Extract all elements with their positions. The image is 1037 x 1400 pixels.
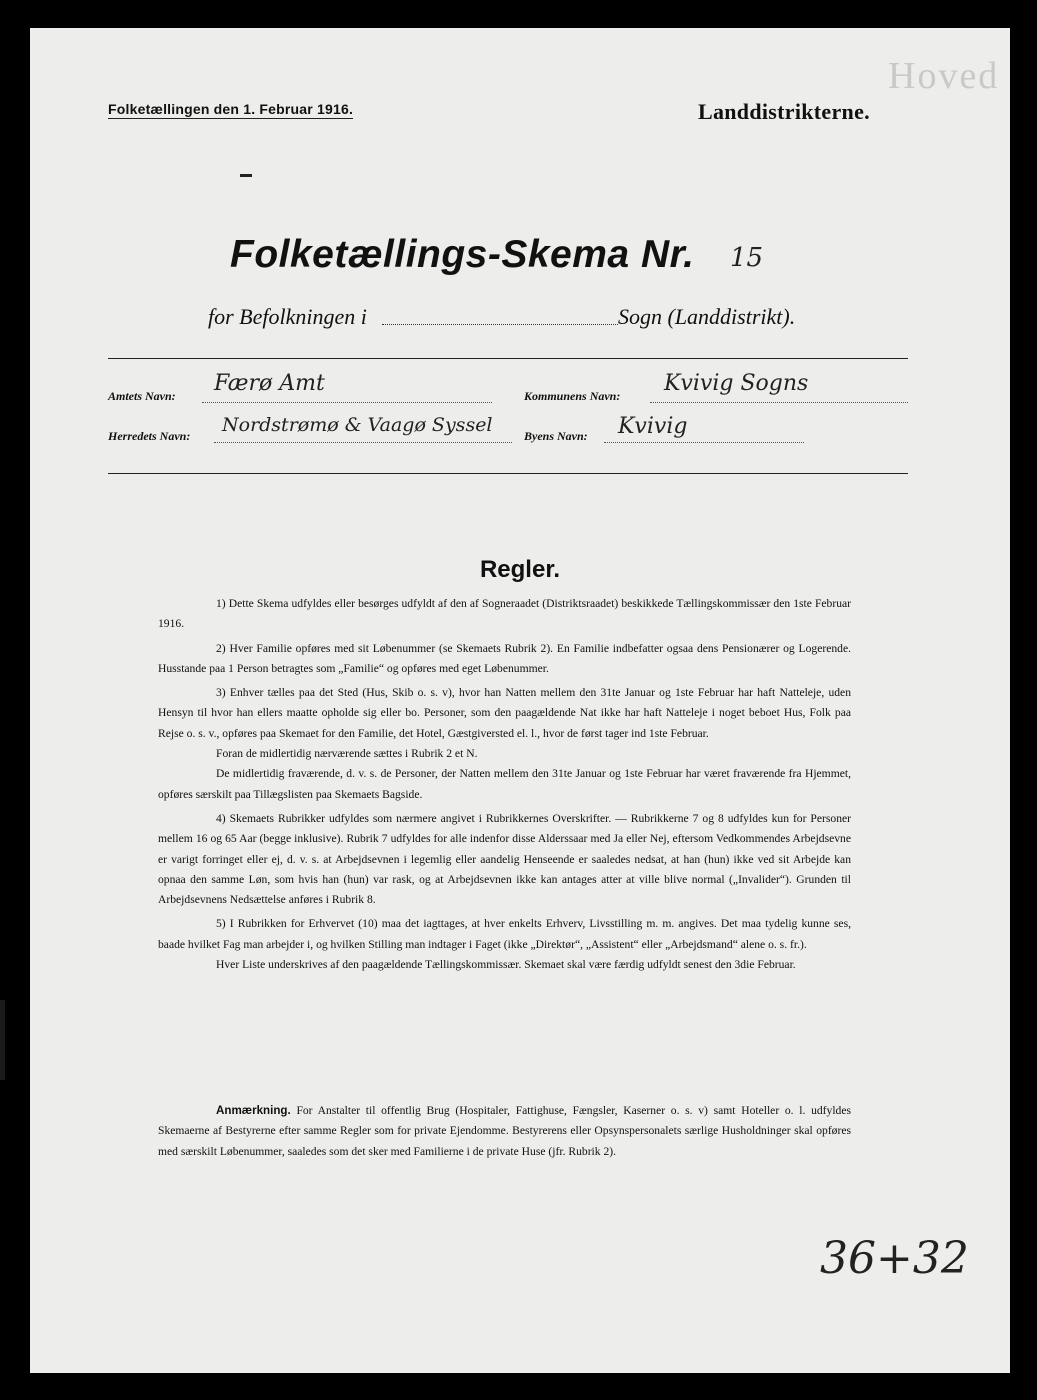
amt-value: Færø Amt bbox=[214, 371, 325, 396]
bleed-through-text: Hoved bbox=[888, 55, 1000, 97]
parish-blank-line bbox=[382, 324, 618, 325]
top-rule bbox=[108, 358, 908, 359]
stray-mark bbox=[240, 174, 252, 177]
subtitle-prefix: for Befolkningen i bbox=[208, 304, 367, 329]
form-number: 15 bbox=[730, 243, 764, 273]
by-value: Kvivig bbox=[618, 414, 688, 439]
handwritten-corner-note: 36+32 bbox=[820, 1233, 969, 1284]
amt-label: Amtets Navn: bbox=[108, 389, 176, 403]
kommune-line bbox=[650, 402, 908, 403]
remark-block bbox=[158, 1101, 851, 1162]
amt-line bbox=[202, 402, 492, 403]
rule-5: 5) I Rubrikken for Erhvervet (10) maa det iagttages, at hver enkelts Erhverv, Livsstilling m. m. angives. Det maa tydelig kunne ses, baade hvilket Fag man arbejder i, og hvilken Stilling man indtager i Faget (ikke „Direktør“, „Assistent“ eller „Arbejdsmand“ alene o. s. fr.). bbox=[158, 917, 851, 951]
rule-3: 3) Enhver tælles paa det Sted (Hus, Skib o. s. v), hvor han Natten mellem den 31te Januar og 1ste Februar har haft Natteleje, uden Hensyn til hvor han ellers maatte opholde sig eller bo. Personer, som den paagældende Nat ikke har haft Natteleje i noget beboet Hus, Folk paa Rejse o. s. v., opføres paa Skemaet for den Familie, det Hotel, Gæstgiversted el. l., hvor de først tager ind 1ste Februar. bbox=[158, 686, 851, 740]
herred-line bbox=[214, 442, 512, 443]
herred-label: Herredets Navn: bbox=[108, 429, 191, 443]
rule-signature: Hver Liste underskrives af den paagældende Tællingskommissær. Skemaet skal være færdig udfyldt senest den 3die Februar. bbox=[216, 958, 796, 972]
scan-edge-mark bbox=[0, 1000, 5, 1080]
rules-text bbox=[158, 594, 851, 979]
remark-paragraph bbox=[158, 1101, 851, 1162]
rule-1: 1) Dette Skema udfyldes eller besørges udfyldt af den af Sogneraadet (Distriktsraadet) beskikkede Tællingskommissær den 1ste Februar 1916. bbox=[158, 597, 851, 631]
remark-label: Anmærkning. bbox=[216, 1104, 291, 1117]
rule-3-present: Foran de midlertidig nærværende sættes i Rubrik 2 et N. bbox=[216, 747, 478, 761]
kommune-value: Kvivig Sogns bbox=[664, 371, 809, 396]
district-type-header: Landdistrikterne. bbox=[698, 99, 870, 124]
subtitle-suffix: Sogn (Landdistrikt). bbox=[618, 304, 796, 329]
form-title: Folketællings-Skema Nr. bbox=[230, 233, 695, 276]
by-line bbox=[604, 442, 804, 443]
rule-2: 2) Hver Familie opføres med sit Løbenummer (se Skemaets Rubrik 2). En Familie indbefatter ogsaa dens Pensionærer og Logerende. Husstande paa 1 Person betragtes som „Familie“ og opføres med eget Løbenummer. bbox=[158, 641, 851, 675]
kommune-label: Kommunens Navn: bbox=[524, 389, 621, 403]
herred-value: Nordstrømø & Vaagø Syssel bbox=[222, 414, 493, 436]
census-form-page bbox=[30, 28, 1010, 1373]
remark-text: For Anstalter til offentlig Brug (Hospitaler, Fattighuse, Fængsler, Kaserner o. s. v) samt Hoteller o. l. udfyldes Skemaerne af Bestyrerne efter samme Regler som for private Ejendomme. Bestyrerens eller Opsynspersonalets særlige Husholdninger skal opføres med særskilt Løbenummer, saaledes som det sker med Familierne i de private Huse (jfr. Rubrik 2). bbox=[158, 1104, 851, 1158]
by-label: Byens Navn: bbox=[524, 429, 588, 443]
rule-4: 4) Skemaets Rubrikker udfyldes som nærmere angivet i Rubrikkernes Overskrifter. — Rubrikkerne 7 og 8 udfyldes kun for Personer mellem 16 og 65 Aar (begge inklusive). Rubrik 7 udfyldes for alle indenfor disse Alderssaar med Ja eller Nej, eftersom Vedkommendes Arbejdsevne er varigt forringet eller ej, d. v. s. at Arbejdsevnen i legemlig eller aandelig Henseende er saaledes nedsat, at han (hun) ikke ved sit Arbejde kan opnaa den samme Løn, som hvis han (hun) var rask, og at Arbejdsevnen ikke kan antages atter at ville blive normal („Invalider“). Grunden til Arbejdsevnens Nedsættelse anføres i Rubrik 8. bbox=[158, 811, 851, 907]
census-date-header: Folketællingen den 1. Februar 1916. bbox=[108, 101, 354, 117]
rule-3-absent: De midlertidig fraværende, d. v. s. de Personer, der Natten mellem den 31te Januar og 1ste Februar har været fraværende fra Hjemmet, opføres særskilt paa Tillægslisten paa Skemaets Bagside. bbox=[158, 767, 851, 801]
bottom-rule bbox=[108, 473, 908, 474]
rules-heading: Regler. bbox=[479, 556, 561, 583]
